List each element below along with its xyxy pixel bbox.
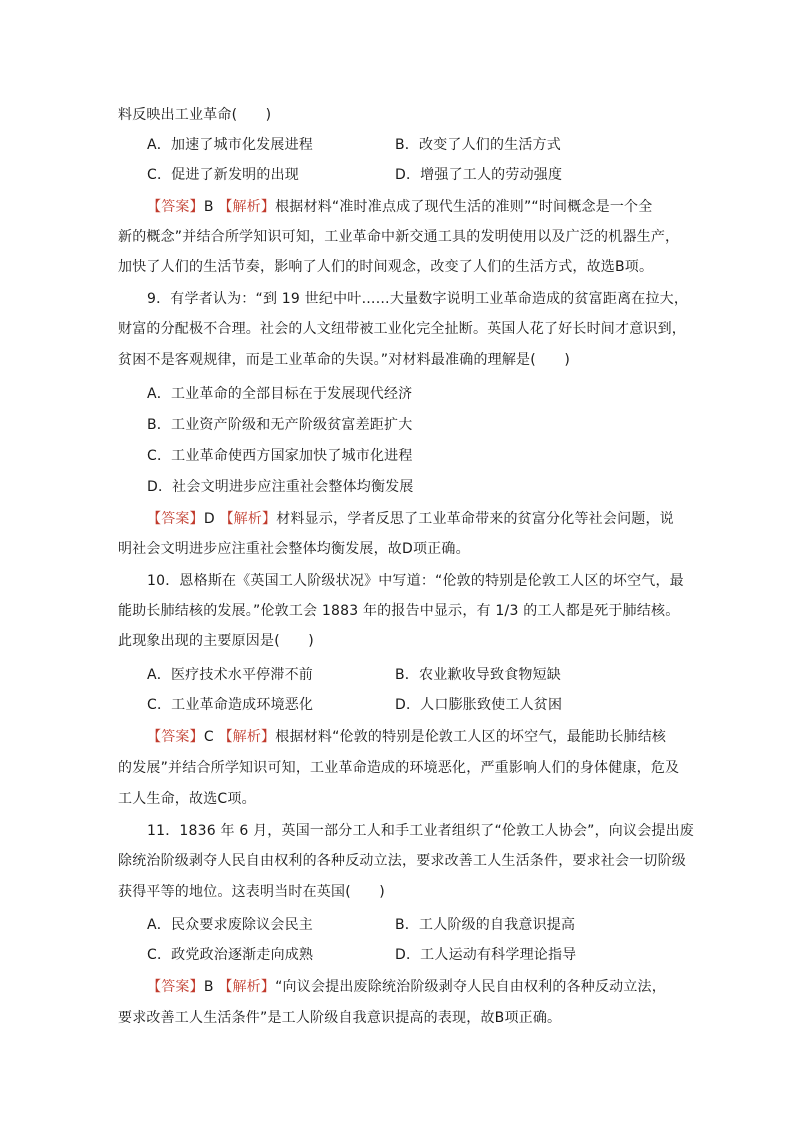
q11-option-a: A．民众要求废除议会民主 [147, 917, 313, 933]
q11-option-c: C．政党政治逐渐走向成熟 [147, 947, 314, 963]
q8-analysis-line-2: 新的概念”并结合所学知识可知，工业革命中新交通工具的发明使用以及广泛的机器生产， [118, 229, 680, 245]
q10-option-c: C．工业革命造成环境恶化 [147, 697, 314, 713]
q8-answer-line [147, 198, 652, 216]
q9-option-c: C．工业革命使西方国家加快了城市化进程 [147, 448, 413, 464]
analysis-text: 根据材料“准时准点成了现代生活的准则”“时间概念是一个全 [275, 199, 653, 215]
answer-value: C [203, 729, 214, 745]
q9-stem-line-2: 财富的分配极不合理。社会的人文纽带被工业化完全扯断。英国人花了好长时间才意识到， [118, 321, 686, 337]
q10-stem-line-2: 能助长肺结核的发展。”伦敦工会 1883 年的报告中显示，有 1/3 的工人都是死于肺结核。 [118, 603, 680, 619]
q8-analysis-line-3: 加快了人们的生活节奏，影响了人们的时间观念，改变了人们的生活方式，故选B项。 [118, 259, 654, 275]
q10-option-a: A．医疗技术水平停滞不前 [147, 667, 313, 683]
q11-answer-line [147, 978, 666, 996]
analysis-text: “向议会提出废除统治阶级剥夺人民自由权利的各种反动立法， [275, 979, 666, 995]
answer-value: B [203, 979, 214, 995]
q10-analysis-line-2: 的发展”并结合所学知识可知，工业革命造成的环境恶化，严重影响人们的身体健康，危及 [118, 760, 680, 776]
q11-stem-line-2: 除统治阶级剥夺人民自由权利的各种反动立法，要求改善工人生活条件，要求社会一切阶级 [118, 853, 686, 869]
q8-option-c: C．促进了新发明的出现 [147, 167, 299, 183]
q10-stem-line-3: 此现象出现的主要原因是( ) [118, 633, 314, 649]
q10-analysis-line-3: 工人生命，故选C项。 [118, 791, 256, 807]
q9-analysis-line-2: 明社会文明进步应注重社会整体均衡发展，故D项正确。 [118, 541, 470, 557]
analysis-tag: 【解析】 [218, 199, 276, 215]
q11-stem-line-3: 获得平等的地位。这表明当时在英国( ) [118, 884, 385, 900]
q8-option-a: A．加速了城市化发展进程 [147, 137, 313, 153]
q11-option-b: B．工人阶级的自我意识提高 [395, 917, 576, 933]
q9-answer-line [147, 510, 674, 528]
q11-stem-line-1: 11．1836 年 6 月，英国一部分工人和手工业者组织了“伦敦工人协会”，向议会提出废 [147, 823, 695, 839]
analysis-tag: 【解析】 [218, 979, 276, 995]
answer-tag: 【答案】 [147, 199, 204, 215]
q9-option-d: D．社会文明进步应注重社会整体均衡发展 [147, 479, 414, 495]
q11-analysis-line-2: 要求改善工人生活条件”是工人阶级自我意识提高的表现，故B项正确。 [118, 1010, 562, 1026]
q9-stem-line-3: 贫困不是客观规律，而是工业革命的失误。”对材料最准确的理解是( ) [118, 352, 570, 368]
q10-option-b: B．农业歉收导致食物短缺 [395, 667, 562, 683]
q9-option-a: A．工业革命的全部目标在于发展现代经济 [147, 386, 413, 402]
q10-answer-line [147, 728, 666, 746]
q11-option-d: D．工人运动有科学理论指导 [395, 947, 577, 963]
q10-option-d: D．人口膨胀致使工人贫困 [395, 697, 563, 713]
answer-value: B [203, 199, 214, 215]
answer-tag: 【答案】 [147, 979, 204, 995]
q9-option-b: B．工业资产阶级和无产阶级贫富差距扩大 [147, 417, 413, 433]
q8-option-b: B．改变了人们的生活方式 [395, 137, 562, 153]
analysis-tag: 【解析】 [218, 729, 276, 745]
answer-value: D [203, 511, 215, 527]
answer-tag: 【答案】 [147, 729, 204, 745]
q8-stem-tail: 料反映出工业革命( ) [118, 107, 272, 123]
q8-option-d: D．增强了工人的劳动强度 [395, 167, 563, 183]
q9-stem-line-1: 9．有学者认为：“到 19 世纪中叶……大量数字说明工业革命造成的贫富距离在拉大， [147, 291, 689, 307]
analysis-text: 根据材料“伦敦的特别是伦敦工人区的坏空气，最能助长肺结核 [275, 729, 667, 745]
analysis-tag: 【解析】 [219, 511, 277, 527]
answer-tag: 【答案】 [147, 511, 204, 527]
analysis-text: 材料显示，学者反思了工业革命带来的贫富分化等社会问题，说 [276, 511, 674, 527]
q10-stem-line-1: 10．恩格斯在《英国工人阶级状况》中写道：“伦敦的特别是伦敦工人区的坏空气，最 [147, 573, 684, 589]
